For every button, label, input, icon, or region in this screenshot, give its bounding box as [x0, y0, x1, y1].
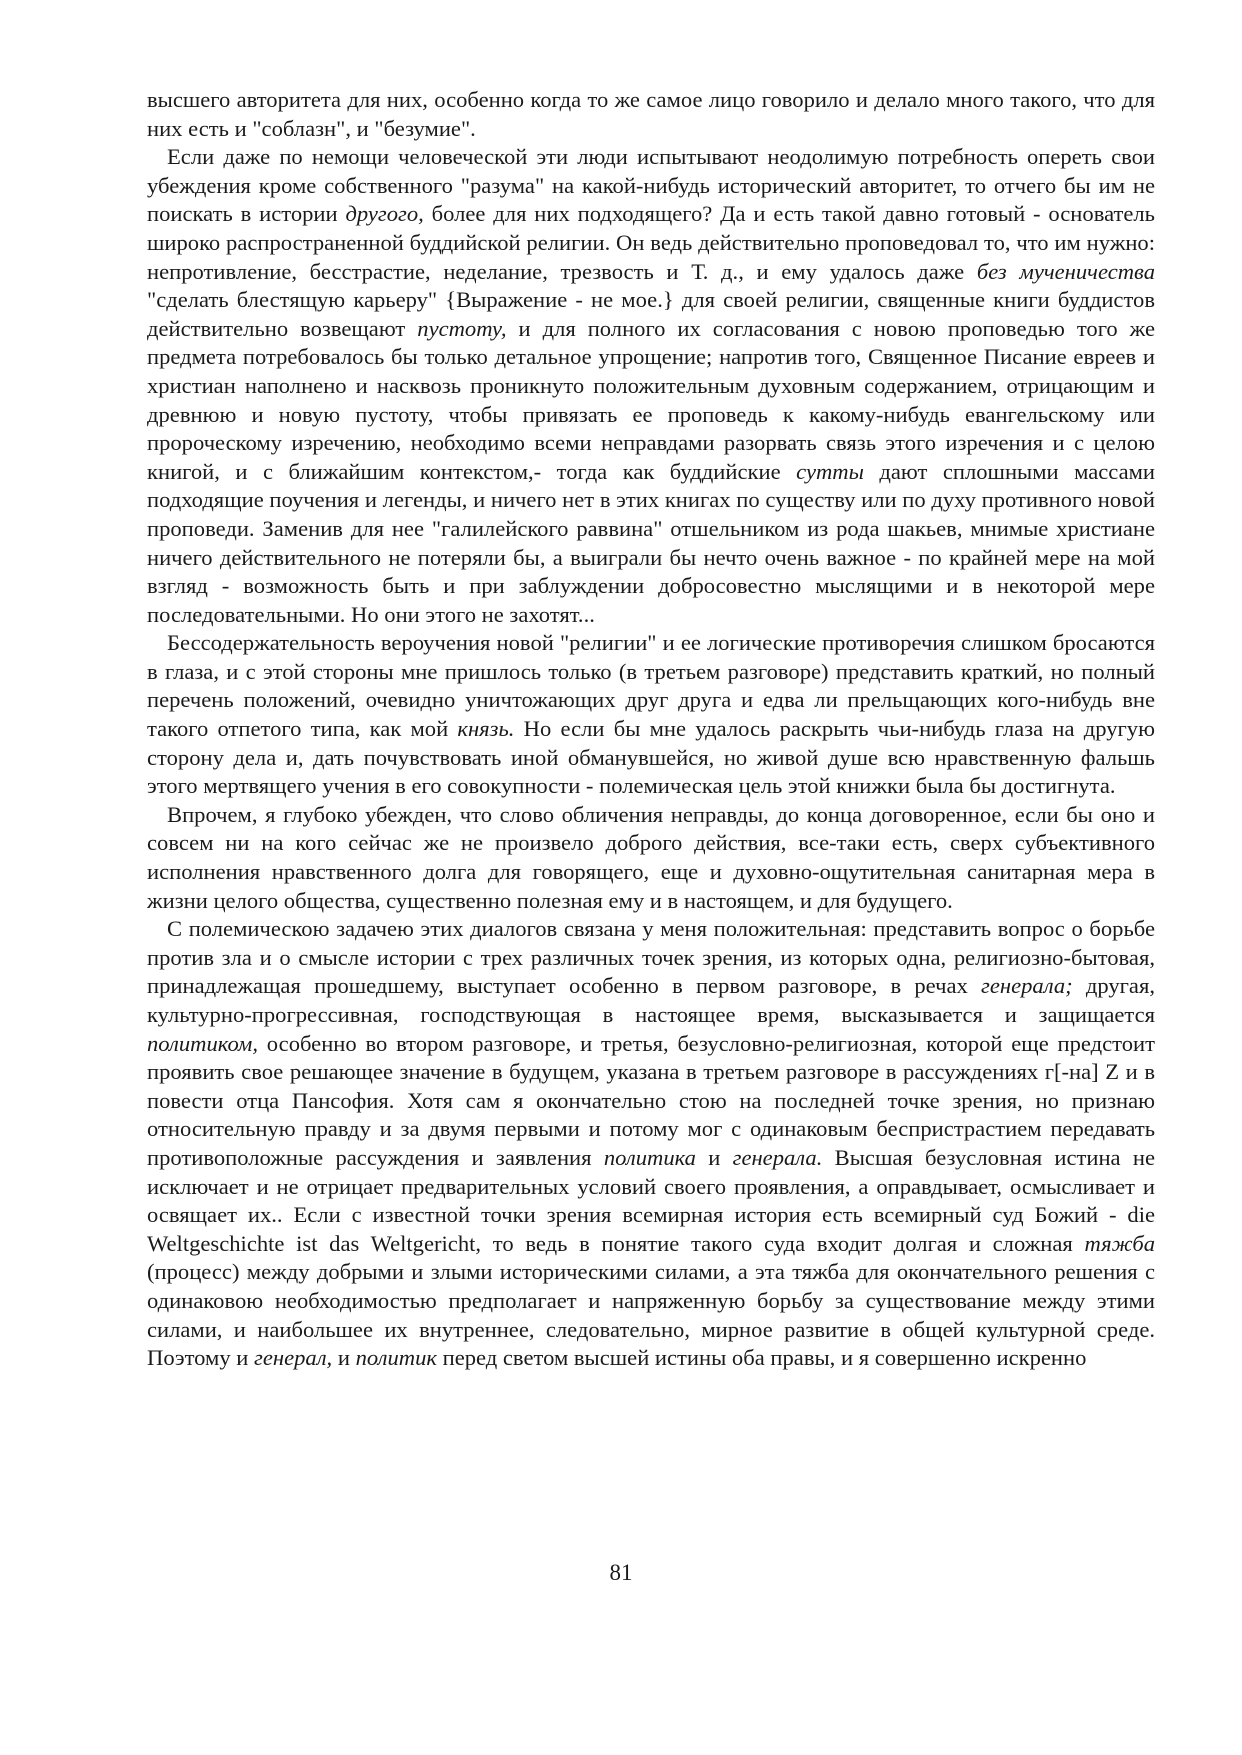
text-run: Бессодержательность вероучения новой "религии" и ее логические противоречия слишком бросаются в глаза, и с этой стороны мне пришлось только (в третьем разговоре) представить краткий, но полный перечень положений, очевидно уничтожающих друг друга и едва ли прельщающих кого-нибудь вне такого отпетого типа, как мой — [147, 630, 1155, 742]
paragraph-4 — [147, 801, 1155, 915]
document-body — [147, 86, 1155, 1373]
paragraph-1 — [147, 86, 1155, 143]
text-run: и — [695, 1144, 733, 1170]
text-run: и для полного их согласования с новою проповедью того же предмета потребовалось бы только детальное упрощение; напротив того, Священное Писание евреев и христиан наполнено и насквозь проникнуто положительным духовным содержанием, отрицающим и древнюю и новую пустоту, чтобы привязать ее проповедь к какому-нибудь евангельскому или пророческому изречению, необходимо всеми неправдами разорвать связь этого изречения и с целою книгой, и с ближайшим контекстом,- тогда как буддийские — [147, 315, 1156, 484]
text-run: особенно во втором разговоре, и третья, безусловно-религиозная, которой еще предстоит проявить свое решающее значение в будущем, указана в третьем разговоре в рассуждениях г[-на] Z и в повести отца Пансофия. Хотя сам я окончательно стою на последней точке зрения, но признаю относительную правду и за двумя первыми и потому мог с одинаковым беспристрастием передавать противоположные рассуждения и заявления — [147, 1030, 1155, 1170]
italic-run: князь. — [457, 716, 515, 742]
italic-run: генерала; — [981, 973, 1073, 999]
page-number: 81 — [609, 1560, 633, 1585]
italic-run: другого, — [345, 201, 424, 227]
text-run: более для них подходящего? Да и есть такой давно готовый - основатель широко распространенной буддийской религии. Он ведь действительно проповедовал то, что им нужно: непротивление, бесстрастие, неделание, трезвость и Т. д., и ему удалось даже — [147, 201, 1155, 284]
italic-run: сутты — [796, 458, 864, 484]
italic-run: тяжба — [1084, 1230, 1155, 1256]
italic-run: пустоту, — [417, 315, 507, 341]
italic-run: генерал, — [254, 1345, 333, 1371]
text-run: "сделать блестящую карьеру" {Выражение - не мое.} для своей религии, священные книги буддистов действительно возвещают — [147, 287, 1155, 341]
italic-run: без мученичества — [976, 258, 1155, 284]
paragraph-3 — [147, 629, 1155, 801]
text-run: другая, культурно-прогрессивная, господствующая в настоящее время, высказывается и защищается — [147, 973, 1155, 1027]
text-run: Если даже по немощи человеческой эти люди испытывают неодолимую потребность опереть свои убеждения кроме собственного "разума" на какой-нибудь исторический авторитет, то отчего бы им не поискать в истории — [147, 144, 1155, 227]
italic-run: политик — [355, 1345, 437, 1371]
text-run: перед светом высшей истины оба правы, и я совершенно искренно — [436, 1345, 1087, 1371]
italic-run: политика — [603, 1144, 696, 1170]
text-run: С полемическою задачею этих диалогов связана у меня положительная: представить вопрос о борьбе против зла и о смысле истории с трех различных точек зрения, из которых одна, религиозно-бытовая, принадлежащая прошедшему, выступает особенно в первом разговоре, в речах — [147, 916, 1155, 999]
text-run: дают сплошными массами подходящие поучения и легенды, и ничего нет в этих книгах по существу или по духу противного новой проповеди. Заменив для нее "галилейского раввина" отшельником из рода шакьев, мнимые христиане ничего действительного не потеряли бы, а выиграли бы нечто очень важное - по крайней мере на мой взгляд - возможность быть и при заблуждении добросовестно мыслящими и в некоторой мере последовательными. Но они этого не захотят... — [147, 458, 1156, 627]
text-run: высшего авторитета для них, особенно когда то же самое лицо говорило и делало много такого, что для них есть и "соблазн", и "безумие". — [147, 87, 1155, 141]
paragraph-5 — [147, 915, 1155, 1373]
text-run: Но если бы мне удалось раскрыть чьи-нибудь глаза на другую сторону дела и, дать почувствовать иной обманувшейся, но живой душе всю нравственную фальшь этого мертвящего учения в его совокупности - полемическая цель этой книжки была бы достигнута. — [147, 716, 1155, 799]
italic-run: генерала. — [732, 1144, 823, 1170]
text-run: Высшая безусловная истина не исключает и не отрицает предварительных условий своего проявления, а оправдывает, осмысливает и освящает их.. Если с известной точки зрения всемирная история есть всемирный суд Божий - die Weltgeschichte ist das Weltgericht, то ведь в понятие такого суда входит долгая и сложная — [147, 1144, 1155, 1256]
text-run: (процесс) между добрыми и злыми историческими силами, а эта тяжба для окончательного решения с одинаковою необходимостью предполагает и напряженную борьбу за существование между этими силами, и наибольшее их внутреннее, следовательно, мирное развитие в общей культурной среде. Поэтому и — [147, 1259, 1155, 1371]
text-run: Впрочем, я глубоко убежден, что слово обличения неправды, до конца договоренное, если бы оно и совсем ни на кого сейчас же не произвело доброго действия, все-таки есть, сверх субъективного исполнения нравственного долга для говорящего, еще и духовно-ощутительная санитарная мера в жизни целого общества, существенно полезная ему и в настоящем, и для будущего. — [147, 801, 1155, 913]
paragraph-2 — [147, 143, 1155, 629]
text-run: и — [332, 1345, 356, 1371]
italic-run: политиком, — [147, 1030, 259, 1056]
